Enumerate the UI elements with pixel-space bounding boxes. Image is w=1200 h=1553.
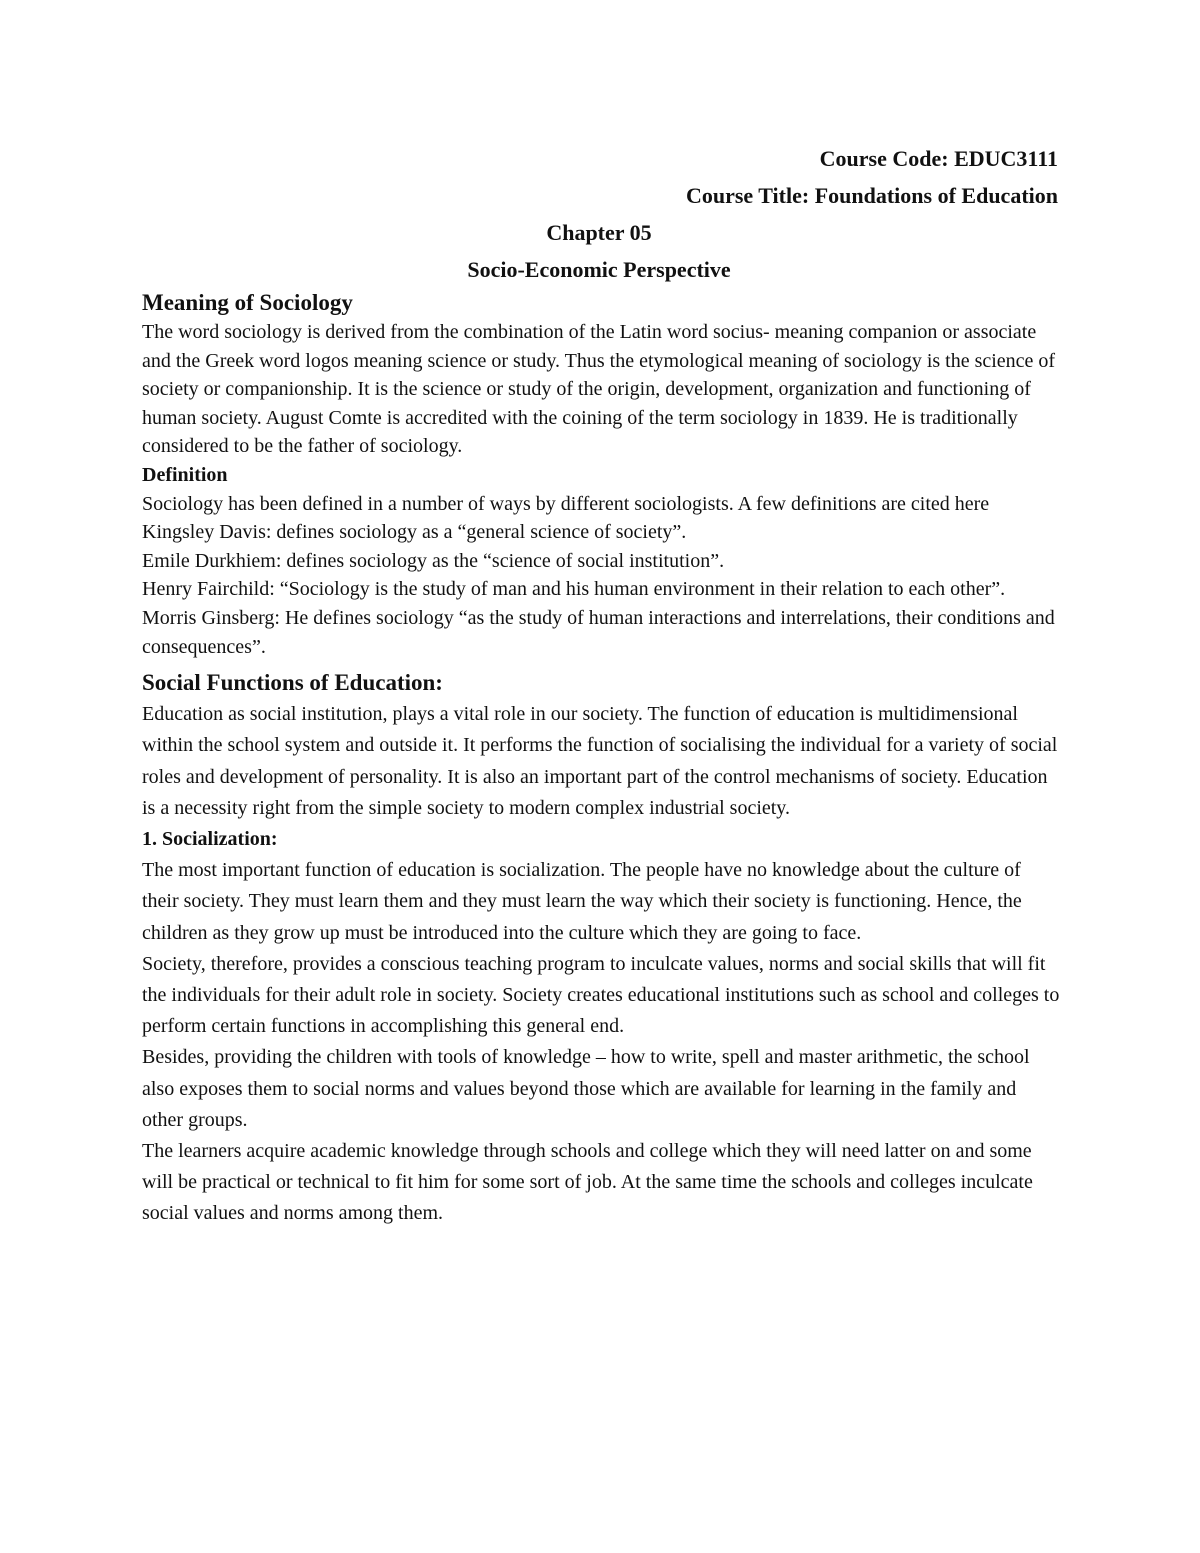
chapter-title: Socio-Economic Perspective (467, 257, 731, 282)
sociology-section (142, 288, 1062, 661)
meaning-paragraph: The word sociology is derived from the combination of the Latin word socius- meaning companion or associate and the Greek word logos meaning science or study. Thus the etymological meaning of sociology is the science of society or companionship. It is the science or study of the origin, development, organization and functioning of human society. August Comte is accredited with the coining of the term sociology in 1839. He is traditionally considered to be the father of sociology. (142, 321, 1056, 458)
socialization-paragraph: Society, therefore, provides a conscious teaching program to inculcate values, norms and social skills that will fit the individuals for their adult role in society. Society creates educational institutions such as school and colleges to perform certain functions in accomplishing this general end. (142, 952, 1060, 1038)
social-functions-paragraph: Education as social institution, plays a vital role in our society. The function of education is multidimensional within the school system and outside it. It performs the function of socialising the individual for a variety of social roles and development of personality. It is also an important part of the control mechanisms of society. Education is a necessity right from the simple society to modern complex industrial society. (142, 703, 1058, 819)
socialization-heading: 1. Socialization: (142, 827, 278, 850)
definition-item: Henry Fairchild: “Sociology is the study of man and his human environment in their relation to each other”. (142, 578, 1006, 601)
social-functions-section (142, 667, 1062, 1229)
definition-item: Kingsley Davis: defines sociology as a “general science of society”. (142, 521, 687, 544)
definition-item: Emile Durkhiem: defines sociology as the “science of social institution”. (142, 549, 725, 572)
socialization-paragraph: The most important function of education is socialization. The people have no knowledge about the culture of their society. They must learn them and they must learn the way which their society is functioning. Hence, the children as they grow up must be introduced into the culture which they are going to face. (142, 859, 1022, 944)
course-code: Course Code: EDUC3111 (819, 146, 1058, 171)
definition-heading: Definition (142, 463, 228, 486)
socialization-paragraph: The learners acquire academic knowledge through schools and college which they will need latter on and some will be practical or technical to fit him for some sort of job. At the same time the schools and colleges inculcate social values and norms among them. (142, 1139, 1033, 1225)
chapter-number: Chapter 05 (546, 220, 652, 245)
social-functions-heading: Social Functions of Education: (142, 670, 443, 696)
definition-intro: Sociology has been defined in a number of ways by different sociologists. A few definitions are cited here (142, 492, 990, 515)
document-body (142, 288, 1062, 1230)
definition-item: Morris Ginsberg: He defines sociology “as the study of human interactions and interrelations, their conditions and consequences”. (142, 606, 1055, 658)
meaning-heading: Meaning of Sociology (142, 290, 353, 315)
socialization-paragraph: Besides, providing the children with tools of knowledge – how to write, spell and master arithmetic, the school also exposes them to social norms and values beyond those which are available for learning in the family and other groups. (142, 1046, 1030, 1131)
document-header (140, 140, 1058, 288)
course-title: Course Title: Foundations of Education (685, 183, 1058, 208)
